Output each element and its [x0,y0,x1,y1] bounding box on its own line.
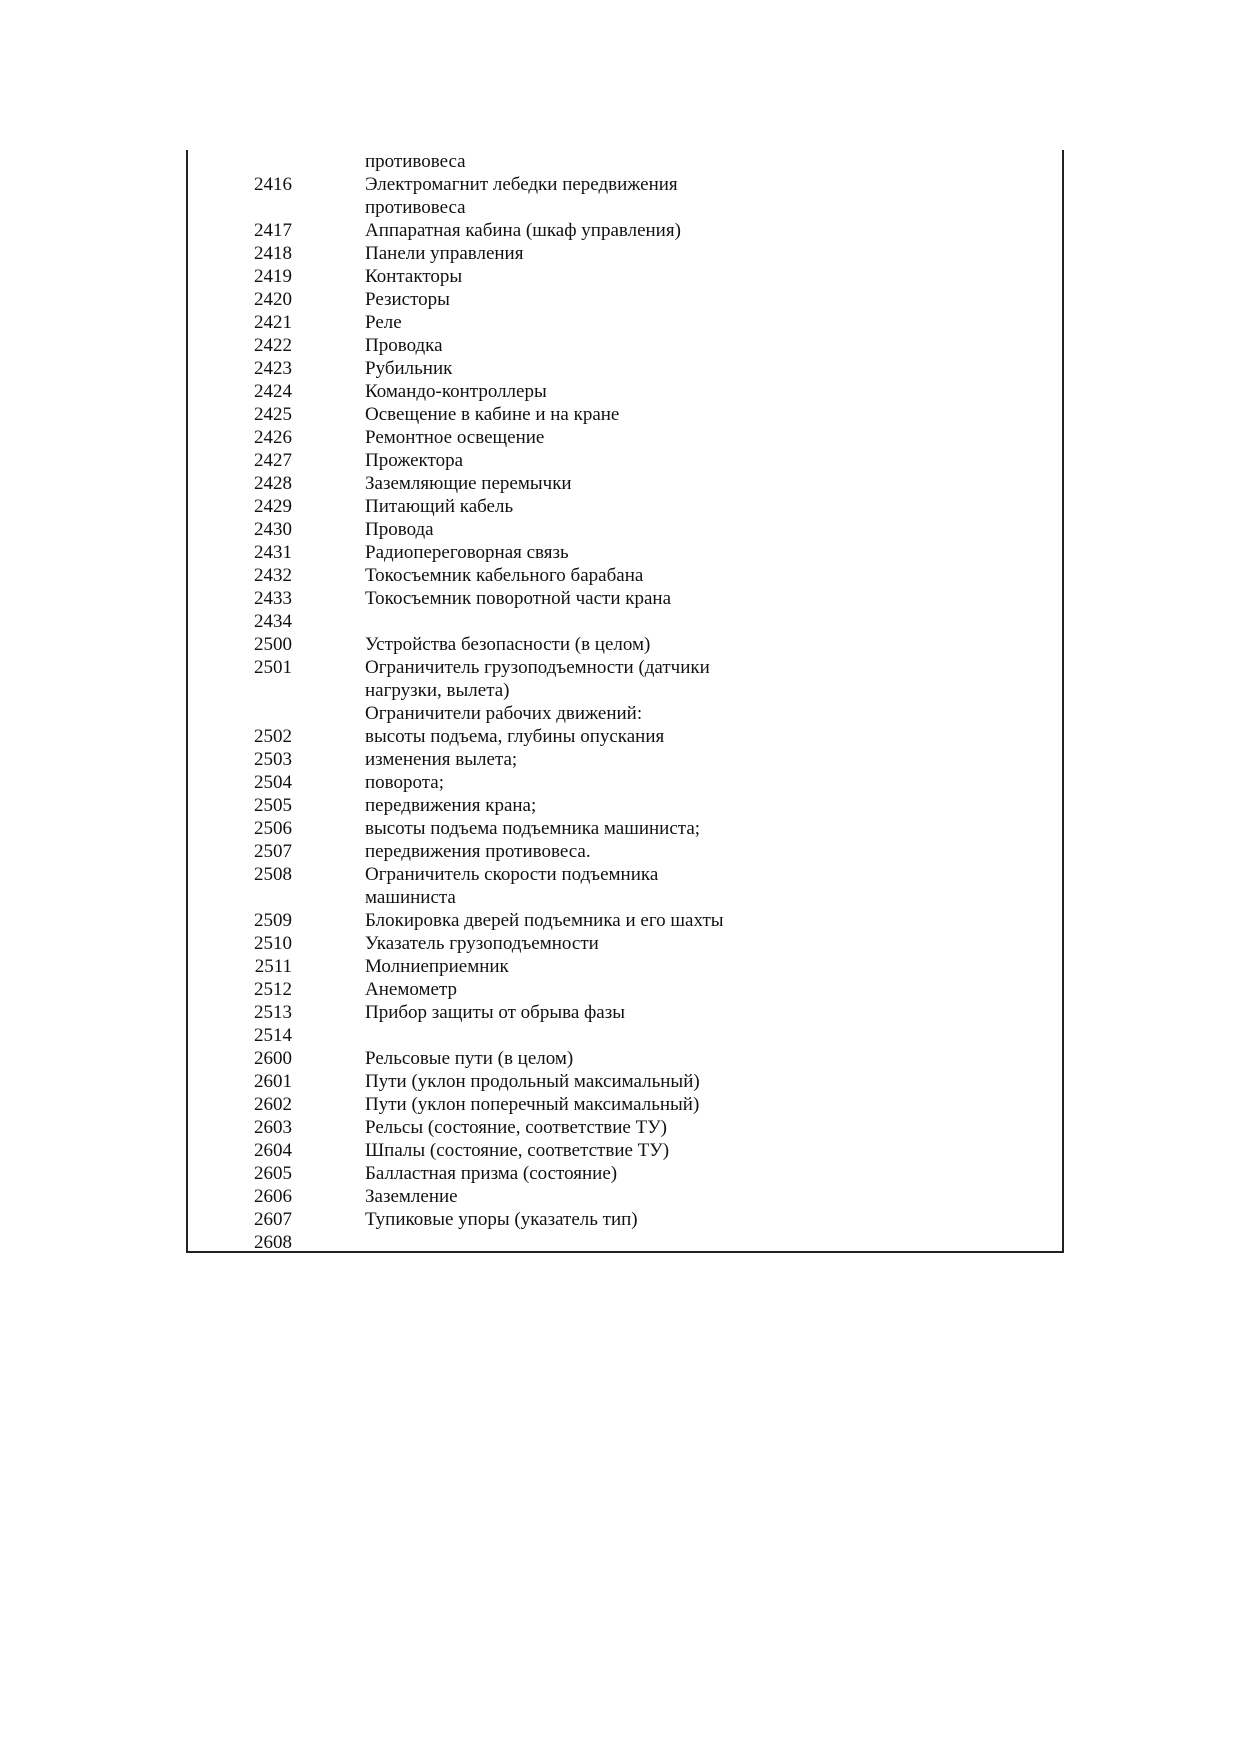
table-row [186,564,1064,587]
table-row [186,380,1064,403]
row-code: 2419 [254,266,292,287]
row-description: высоты подъема, глубины опускания [365,726,665,747]
row-description: Прибор защиты от обрыва фазы [365,1002,626,1023]
table-row [186,978,1064,1001]
row-description: Контакторы [365,266,463,287]
row-description: Рубильник [365,358,453,379]
row-code: 2421 [254,312,292,333]
row-code: 2429 [254,496,292,517]
row-code: 2507 [254,841,292,862]
table-row [186,587,1064,610]
table-row [186,1001,1064,1024]
table-row [186,725,1064,748]
row-code: 2602 [254,1094,292,1115]
row-description: Провода [365,519,434,540]
row-description: Ограничитель скорости подъемника [365,864,659,885]
row-code: 2504 [254,772,292,793]
row-code: 2427 [254,450,292,471]
table-row [186,173,1064,196]
row-code [186,702,292,725]
table-row [186,886,1064,909]
row-code: 2604 [254,1140,292,1161]
table-row [186,357,1064,380]
row-description: Ограничители рабочих движений: [365,703,643,724]
row-description: высоты подъема подъемника машиниста; [365,818,701,839]
row-code [186,679,292,702]
row-description: Аппаратная кабина (шкаф управления) [365,220,681,241]
row-description: Балластная призма (состояние) [365,1163,618,1184]
table-row [186,426,1064,449]
row-code: 2509 [254,910,292,931]
row-description: изменения вылета; [365,749,518,770]
row-description: машиниста [365,887,456,908]
row-code: 2510 [254,933,292,954]
row-code: 2511 [254,956,292,977]
row-description: передвижения противовеса. [365,841,591,862]
row-description: Освещение в кабине и на кране [365,404,620,425]
table-row [186,518,1064,541]
table-row [186,288,1064,311]
row-description: Тупиковые упоры (указатель тип) [365,1209,638,1230]
row-description: Радиопереговорная связь [365,542,569,563]
row-description: Шпалы (состояние, соответствие ТУ) [365,1140,670,1161]
table-row [186,633,1064,656]
row-description: Пути (уклон продольный максимальный) [365,1071,700,1092]
row-description: нагрузки, вылета) [365,680,510,701]
table-row [186,1185,1064,1208]
table-row [186,909,1064,932]
table-row [186,679,1064,702]
table-row [186,1162,1064,1185]
row-code: 2434 [254,611,292,632]
table-row [186,150,1064,173]
row-description: поворота; [365,772,445,793]
row-description: Питающий кабель [365,496,514,517]
row-description: Устройства безопасности (в целом) [365,634,651,655]
table-row [186,1208,1064,1231]
table-row [186,1116,1064,1139]
row-code: 2500 [254,634,292,655]
table-row [186,265,1064,288]
table-row [186,472,1064,495]
table-row [186,840,1064,863]
row-code: 2416 [254,174,292,195]
row-code: 2508 [254,864,292,885]
row-code: 2420 [254,289,292,310]
row-description: Ограничитель грузоподъемности (датчики [365,657,710,678]
row-code: 2505 [254,795,292,816]
row-description: Токосъемник кабельного барабана [365,565,644,586]
row-description: противовеса [365,197,466,218]
table-row [186,656,1064,679]
table-row [186,1093,1064,1116]
row-description: Панели управления [365,243,524,264]
row-description: Токосъемник поворотной части крана [365,588,672,609]
row-description: Рельсовые пути (в целом) [365,1048,574,1069]
row-code: 2600 [254,1048,292,1069]
row-description: Командо-контроллеры [365,381,547,402]
row-description: передвижения крана; [365,795,537,816]
table-row [186,1070,1064,1093]
table-row [186,403,1064,426]
row-description: Пути (уклон поперечный максимальный) [365,1094,700,1115]
row-code [186,196,292,219]
table-row [186,495,1064,518]
row-description: Ремонтное освещение [365,427,545,448]
table-row [186,771,1064,794]
row-code: 2601 [254,1071,292,1092]
table-row [186,541,1064,564]
row-code [186,150,292,173]
table-row [186,955,1064,978]
row-code: 2603 [254,1117,292,1138]
code-table [186,150,1064,1254]
row-description: Резисторы [365,289,450,310]
table-row [186,1024,1064,1047]
row-code: 2424 [254,381,292,402]
table-row [186,219,1064,242]
table-row [186,610,1064,633]
row-description: Заземляющие перемычки [365,473,572,494]
table-row [186,334,1064,357]
row-description [365,610,1064,633]
row-description: Рельсы (состояние, соответствие ТУ) [365,1117,667,1138]
row-code: 2606 [254,1186,292,1207]
row-code: 2418 [254,243,292,264]
table-row [186,1231,1064,1254]
table-row [186,242,1064,265]
row-description: Анемометр [365,979,457,1000]
table-row [186,748,1064,771]
row-code: 2608 [254,1232,292,1253]
table-row [186,196,1064,219]
row-code: 2422 [254,335,292,356]
row-description: Указатель грузоподъемности [365,933,599,954]
row-code: 2426 [254,427,292,448]
row-code: 2513 [254,1002,292,1023]
row-description: Электромагнит лебедки передвижения [365,174,678,195]
row-code: 2506 [254,818,292,839]
table-row [186,932,1064,955]
row-description: противовеса [365,151,466,172]
table-row [186,794,1064,817]
row-description: Заземление [365,1186,458,1207]
table-row [186,1139,1064,1162]
row-code: 2425 [254,404,292,425]
table-row [186,1047,1064,1070]
row-code: 2607 [254,1209,292,1230]
row-code: 2512 [254,979,292,1000]
row-code: 2605 [254,1163,292,1184]
table-row [186,702,1064,725]
row-description [365,1024,1064,1047]
row-description: Реле [365,312,402,333]
row-description: Молниеприемник [365,956,509,977]
row-code: 2503 [254,749,292,770]
row-code: 2433 [254,588,292,609]
table-row [186,863,1064,886]
row-code: 2428 [254,473,292,494]
row-code: 2430 [254,519,292,540]
table-row [186,449,1064,472]
row-code: 2514 [254,1025,292,1046]
table-row [186,311,1064,334]
row-code: 2417 [254,220,292,241]
row-code [186,886,292,909]
row-code: 2502 [254,726,292,747]
row-description: Прожектора [365,450,464,471]
row-code: 2431 [254,542,292,563]
row-description [365,1231,1064,1254]
row-code: 2501 [254,657,292,678]
row-code: 2432 [254,565,292,586]
row-description: Блокировка дверей подъемника и его шахты [365,910,724,931]
row-code: 2423 [254,358,292,379]
row-description: Проводка [365,335,443,356]
table-row [186,817,1064,840]
